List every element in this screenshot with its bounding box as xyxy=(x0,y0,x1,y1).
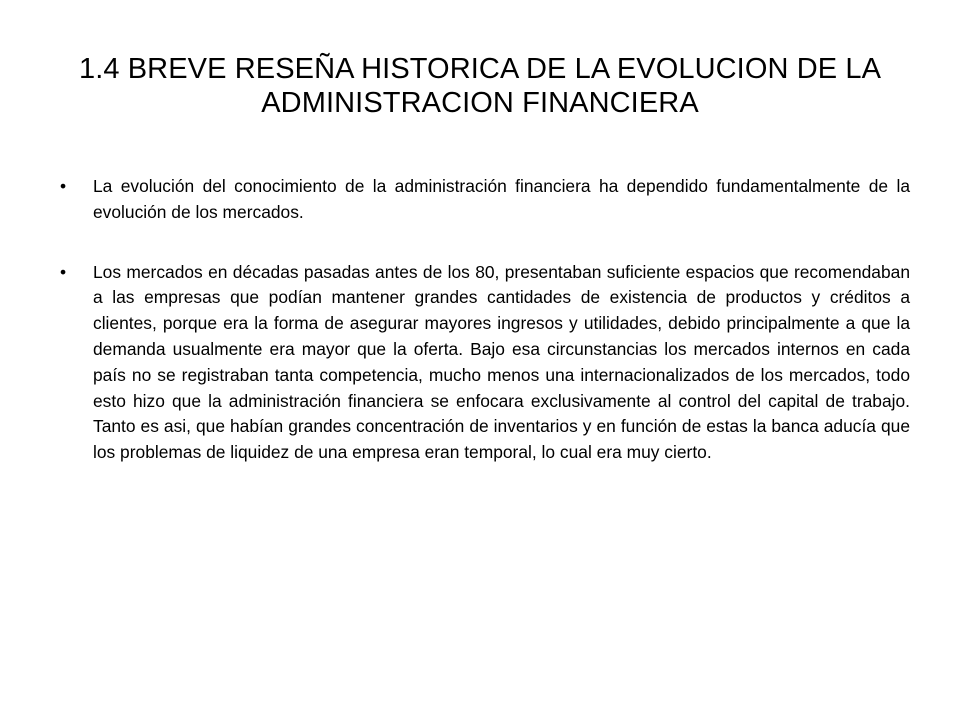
bullet-list xyxy=(60,174,910,500)
bullet-dot-icon: • xyxy=(60,261,67,282)
slide-title: 1.4 BREVE RESEÑA HISTORICA DE LA EVOLUCION DE LA ADMINISTRACION FINANCIERA xyxy=(78,53,882,119)
bullet-item-2 xyxy=(60,260,910,466)
bullet-text-2: Los mercados en décadas pasadas antes de los 80, presentaban suficiente espacios que recomendaban a las empresas que podían mantener grandes cantidades de existencia de productos y créditos a clientes, porque era la forma de asegurar mayores ingresos y utilidades, debido principalmente a que la demanda usualmente era mayor que la oferta. Bajo esa circunstancias los mercados internos en cada país no se registraban tanta competencia, mucho menos una internacionalizados de los mercados, todo esto hizo que la administración financiera se enfocara exclusivamente al control del capital de trabajo. Tanto es asi, que habían grandes concentración de inventarios y en función de estas la banca aducía que los problemas de liquidez de una empresa eran temporal, lo cual era muy cierto. xyxy=(93,261,910,463)
bullet-dot-icon: • xyxy=(60,176,67,196)
bullet-item-1 xyxy=(60,174,910,226)
bullet-text-1: La evolución del conocimiento de la administración financiera ha dependido fundamentalmente de la evolución de los mercados. xyxy=(93,176,910,222)
